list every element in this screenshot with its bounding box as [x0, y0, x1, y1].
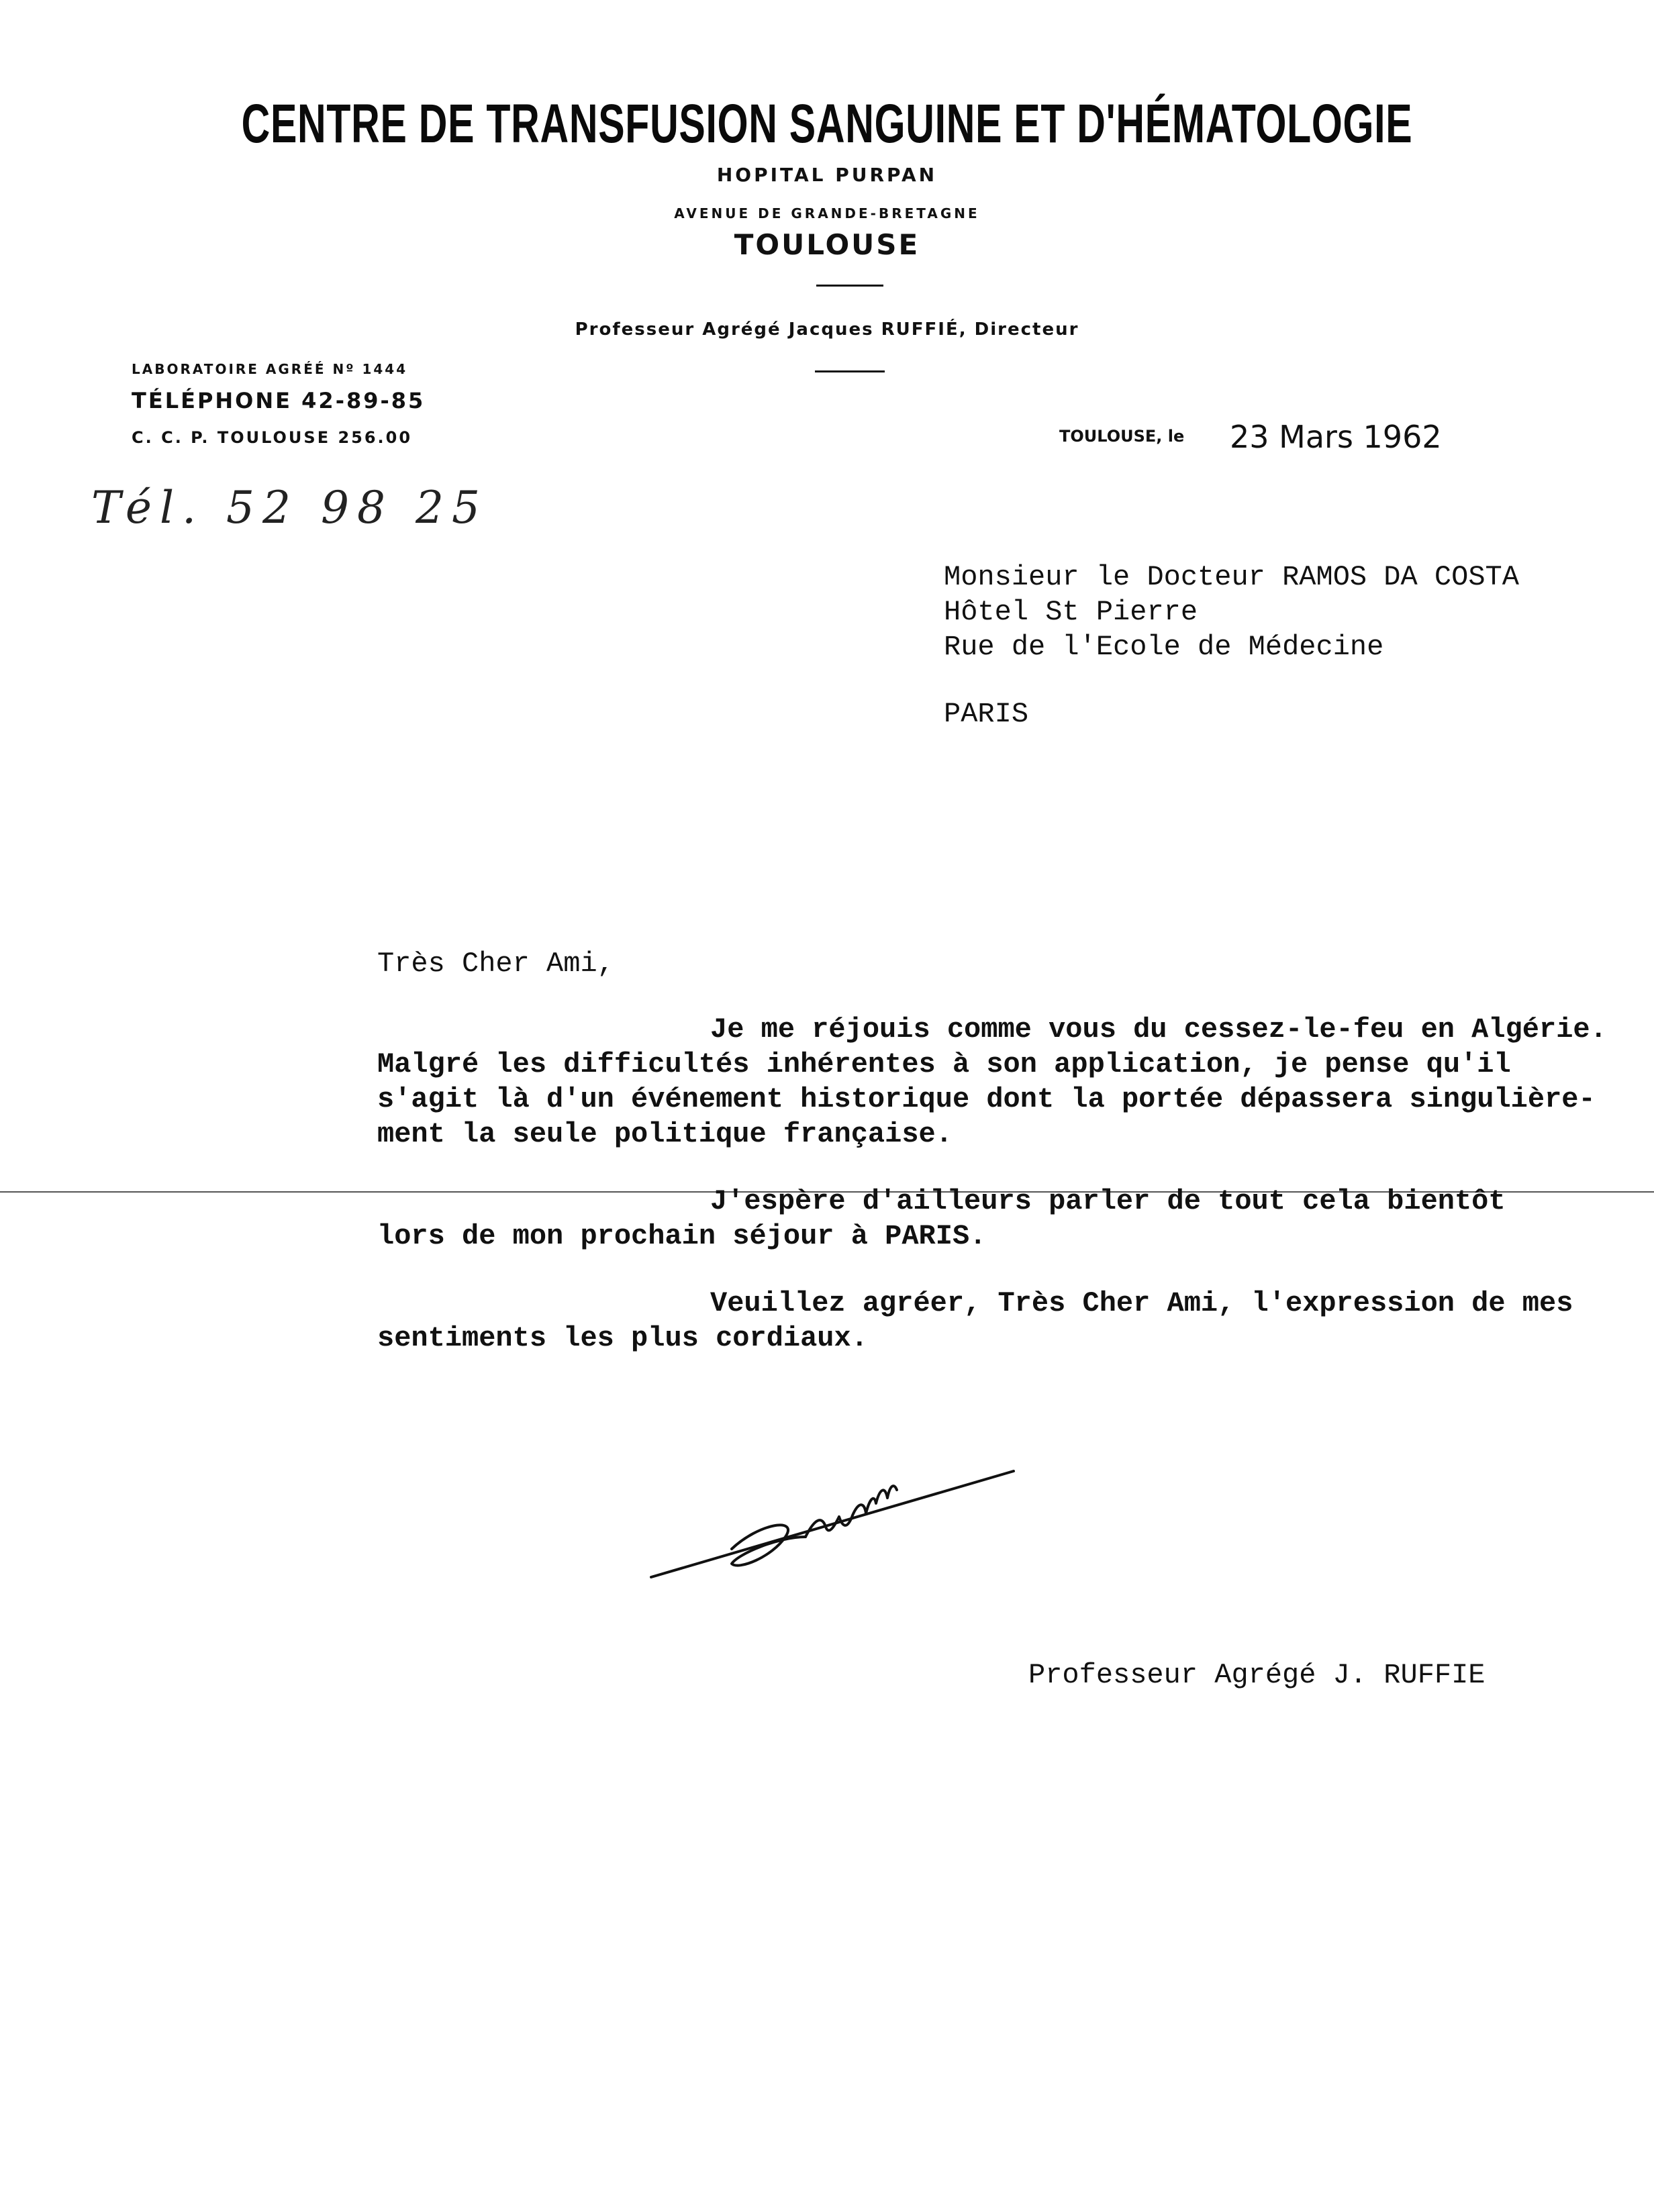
recipient-name: Monsieur le Docteur RAMOS DA COSTA: [944, 561, 1519, 593]
letter-date: 23 Mars 1962: [1230, 419, 1442, 455]
letterhead-city: TOULOUSE: [734, 228, 920, 261]
letterhead-avenue: AVENUE DE GRANDE-BRETAGNE: [674, 205, 980, 221]
body-paragraph-2-line-1: J'espère d'ailleurs parler de tout cela bientôt: [710, 1185, 1506, 1217]
recipient-city: PARIS: [944, 698, 1029, 730]
letterhead-divider-top: [816, 285, 883, 287]
body-paragraph-3-line-1: Veuillez agréer, Très Cher Ami, l'expression de mes: [710, 1287, 1573, 1319]
body-paragraph-1-line-3: s'agit là d'un événement historique dont la portée dépassera singulière-: [377, 1083, 1596, 1115]
body-paragraph-3-line-2: sentiments les plus cordiaux.: [377, 1322, 868, 1354]
body-paragraph-2-line-2: lors de mon prochain séjour à PARIS.: [377, 1220, 987, 1252]
body-paragraph-1-line-4: ment la seule politique française.: [377, 1118, 953, 1150]
body-paragraph-1-line-1: Je me réjouis comme vous du cessez-le-feu en Algérie.: [710, 1013, 1607, 1046]
letterhead-title: CENTRE DE TRANSFUSION SANGUINE ET D'HÉMATOLOGIE: [241, 93, 1413, 154]
letterhead-ccp: C. C. P. TOULOUSE 256.00: [132, 428, 413, 447]
recipient-hotel: Hôtel St Pierre: [944, 596, 1198, 628]
letterhead-telephone: TÉLÉPHONE 42-89-85: [132, 388, 426, 413]
salutation: Très Cher Ami,: [377, 948, 614, 980]
body-paragraph-1-line-2: Malgré les difficultés inhérentes à son application, je pense qu'il: [377, 1048, 1511, 1080]
recipient-street: Rue de l'Ecole de Médecine: [944, 631, 1384, 663]
signer-name: Professeur Agrégé J. RUFFIE: [1028, 1659, 1486, 1691]
handwritten-phone-note: Tél. 52 98 25: [91, 482, 488, 534]
letterhead-divider-bottom: [815, 370, 885, 372]
laboratory-number: LABORATOIRE AGRÉÉ Nº 1444: [132, 361, 408, 377]
letterhead-hospital: HOPITAL PURPAN: [716, 164, 938, 186]
handwritten-signature: [638, 1436, 1027, 1597]
date-prefix: TOULOUSE, le: [1059, 427, 1185, 446]
letterhead-director: Professeur Agrégé Jacques RUFFIÉ, Directeur: [575, 319, 1079, 340]
